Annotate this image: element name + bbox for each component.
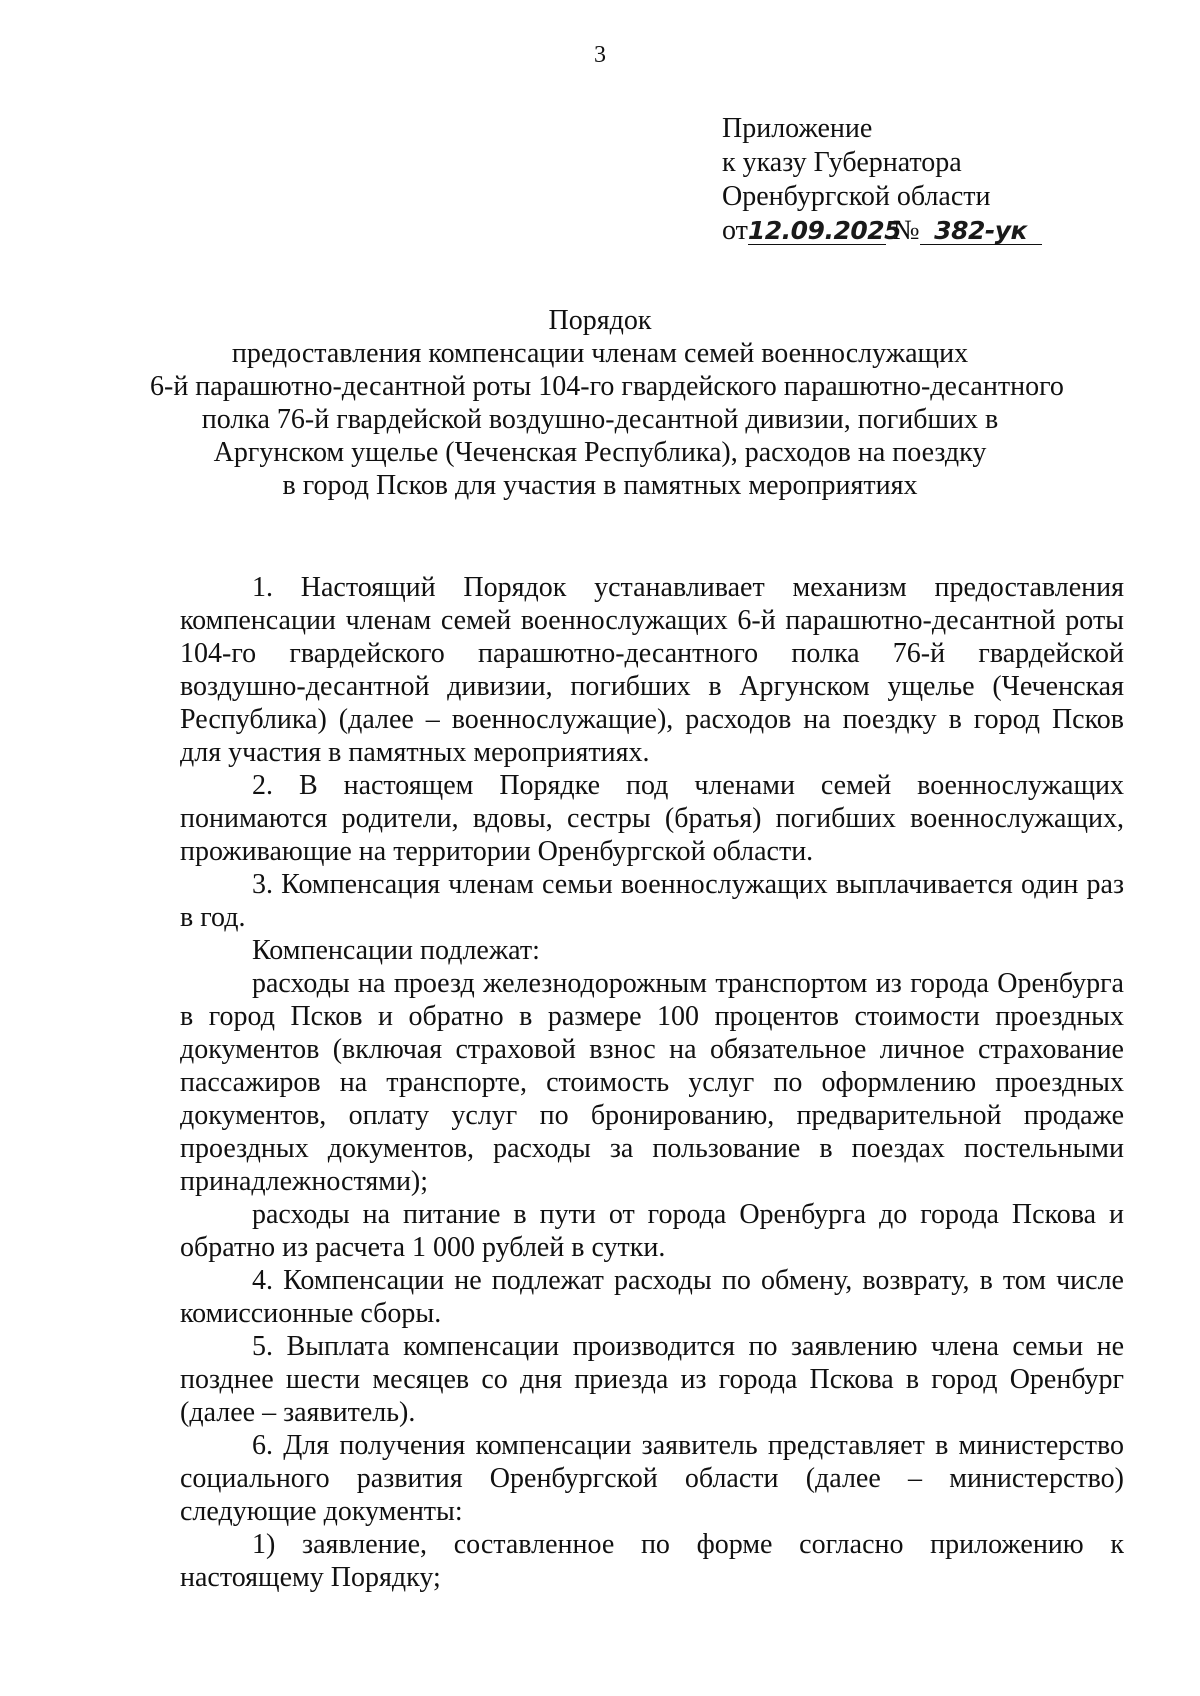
paragraph-5: 5. Выплата компенсации производится по заявлению члена семьи не позднее шести месяцев со дня приезда из города Пскова в город Оренбург (далее – заявитель). bbox=[180, 1331, 1124, 1428]
title-line: в город Псков для участия в памятных мероприятиях bbox=[282, 470, 918, 501]
date-prefix: от bbox=[722, 215, 748, 246]
number-field bbox=[920, 218, 1042, 245]
title-line: полка 76-й гвардейской воздушно-десантной дивизии, погибших в bbox=[201, 404, 999, 435]
paragraph-compensation-intro: Компенсации подлежат: bbox=[252, 935, 540, 966]
appendix-region-line: Оренбургской области bbox=[722, 181, 991, 212]
title-line: Аргунском ущелье (Чеченская Республика), расходов на поездку bbox=[213, 437, 987, 468]
paragraph-2: 2. В настоящем Порядке под членами семей военнослужащих понимаются родители, вдовы, сестры (братья) погибших военнослужащих, проживающие на территории Оренбургской области. bbox=[180, 770, 1124, 867]
paragraph-6: 6. Для получения компенсации заявитель представляет в министерство социального развития Оренбургской области (далее – министерство) следующие документы: bbox=[180, 1430, 1124, 1527]
handwritten-date: 12.09.2025 bbox=[747, 216, 902, 245]
appendix-decree-line: к указу Губернатора bbox=[722, 147, 962, 178]
date-field bbox=[747, 216, 902, 245]
paragraph-4: 4. Компенсации не подлежат расходы по обмену, возврату, в том числе комиссионные сборы. bbox=[180, 1265, 1124, 1329]
paragraph-3: 3. Компенсация членам семьи военнослужащих выплачивается один раз в год. bbox=[180, 869, 1124, 933]
handwritten-number: 382-ук bbox=[934, 216, 1027, 245]
document-title bbox=[150, 304, 1064, 502]
paragraph-travel-expenses: расходы на проезд железнодорожным транспортом из города Оренбурга в город Псков и обратно в размере 100 процентов стоимости проездных документов (включая страховой взнос на обязательное личное страхование пассажиров на транспорте, стоимость услуг по оформлению проездных документов, оплату услуг по бронированию, предварительной продаже проездных документов, расходы за пользование в поездах постельными принадлежностями); bbox=[180, 968, 1124, 1197]
appendix-label: Приложение bbox=[722, 113, 873, 144]
paragraph-6-item-1: 1) заявление, составленное по форме согласно приложению к настоящему Порядку; bbox=[180, 1529, 1124, 1593]
document-body bbox=[180, 571, 1124, 1594]
paragraph-1: 1. Настоящий Порядок устанавливает механизм предоставления компенсации членам семей военнослужащих 6-й парашютно-десантной роты 104-го гвардейского парашютно-десантного полка 76-й гвардейской воздушно-десантной дивизии, погибших в Аргунском ущелье (Чеченская Республика) (далее – военнослужащие), расходов на поездку в город Псков для участия в памятных мероприятиях. bbox=[180, 572, 1124, 768]
paragraph-food-expenses: расходы на питание в пути от города Оренбурга до города Пскова и обратно из расчета 1 000 рублей в сутки. bbox=[180, 1199, 1124, 1263]
appendix-block bbox=[722, 112, 1042, 248]
title-heading: Порядок bbox=[548, 305, 652, 336]
title-line: 6-й парашютно-десантной роты 104-го гвардейского парашютно-десантного bbox=[150, 371, 1064, 402]
number-prefix: № bbox=[892, 215, 920, 246]
appendix-date-number-line bbox=[722, 214, 1042, 248]
page-number: 3 bbox=[594, 42, 606, 68]
title-line: предоставления компенсации членам семей военнослужащих bbox=[231, 338, 969, 369]
